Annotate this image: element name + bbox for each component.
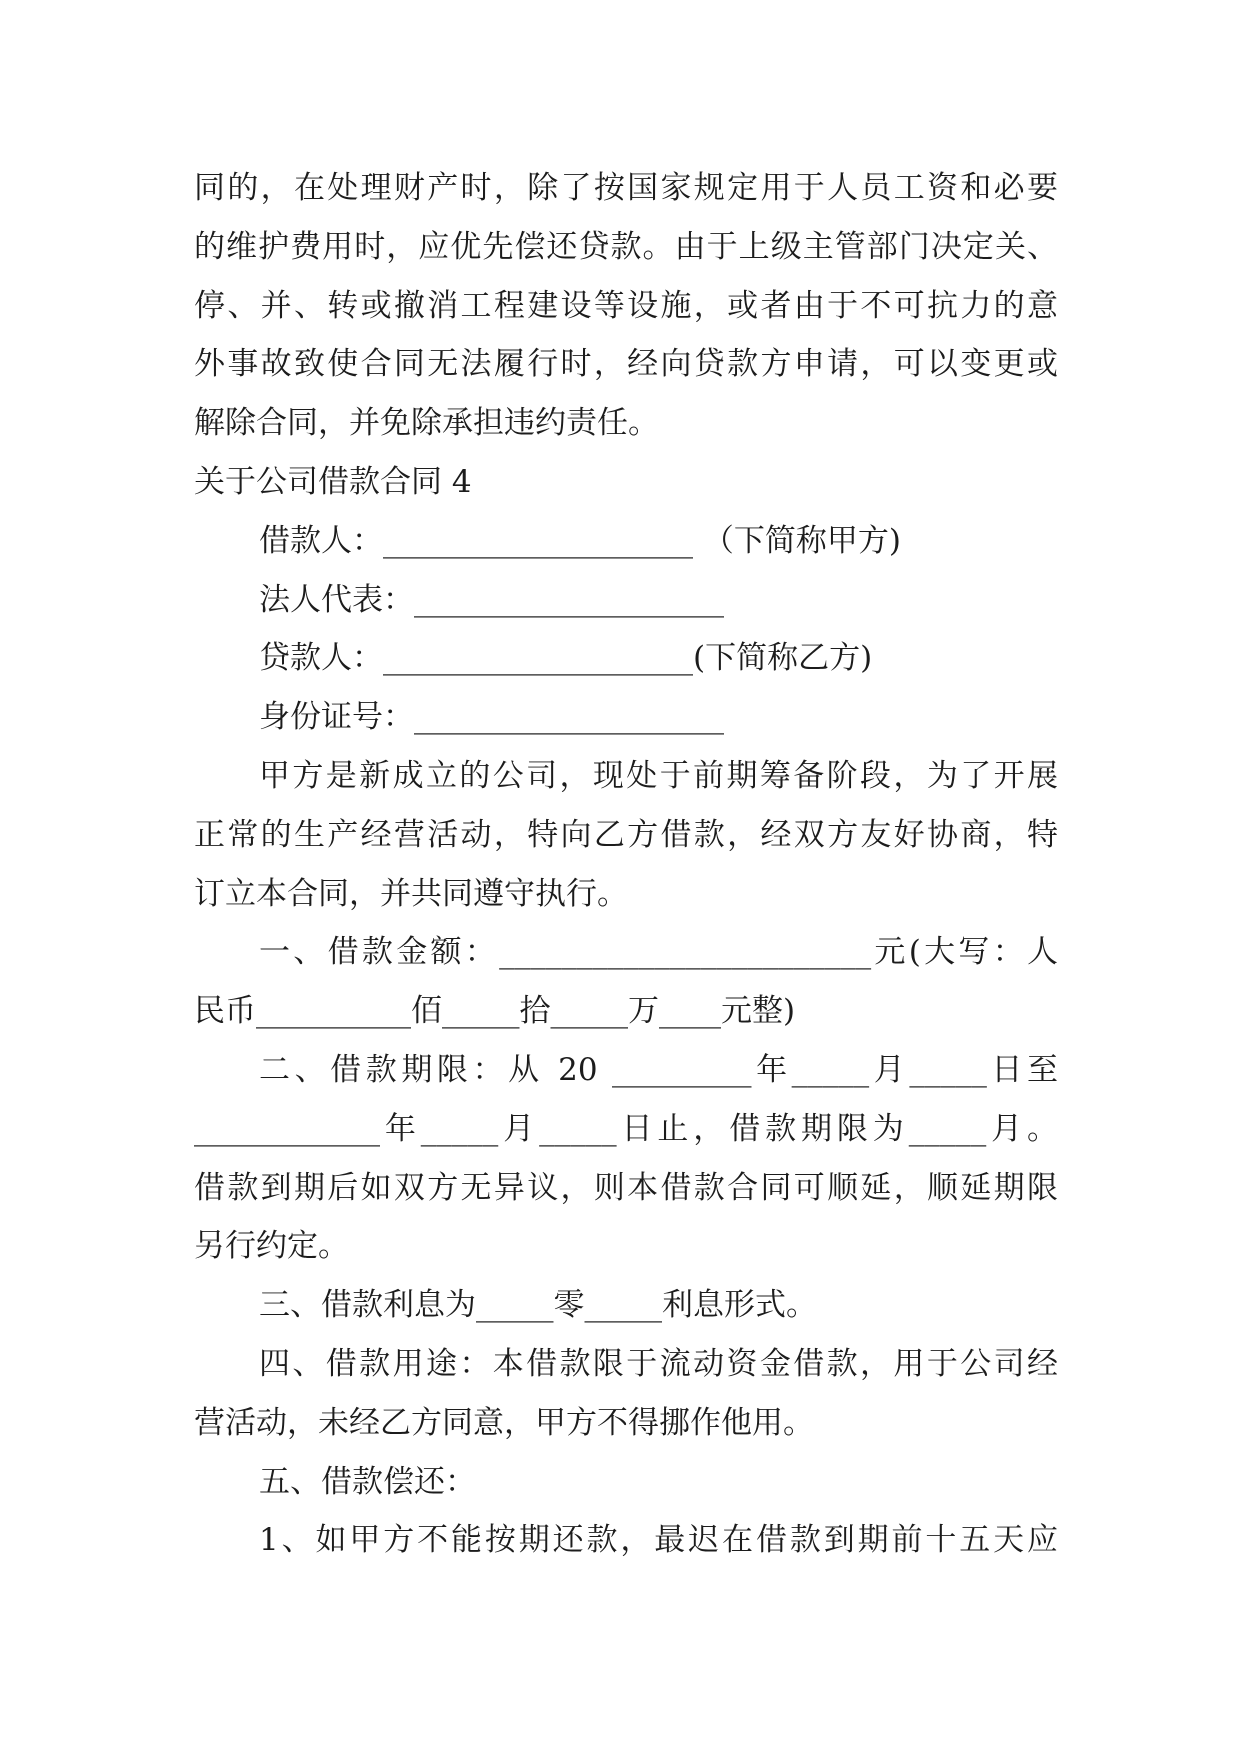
legal-representative-field: 法人代表：____________________ (259, 581, 724, 618)
article-2-loan-term-line: 借款到期后如双方无异议，则本借款合同可顺延，顺延期限 (194, 1169, 1058, 1206)
article-1-loan-amount-line: 民币__________佰_____拾_____万____元整) (194, 993, 796, 1030)
continued-clause-line: 解除合同，并免除承担违约责任。 (194, 405, 659, 442)
preamble-line: 订立本合同，并共同遵守执行。 (194, 875, 628, 912)
continued-clause-line: 停、并、转或撤消工程建设等设施，或者由于不可抗力的意 (194, 287, 1058, 324)
continued-clause-line: 的维护费用时，应优先偿还贷款。由于上级主管部门决定关、 (194, 228, 1058, 265)
article-3-interest-line: 三、借款利息为_____零_____利息形式。 (259, 1287, 817, 1324)
article-4-purpose-line: 营活动，未经乙方同意，甲方不得挪作他用。 (194, 1404, 814, 1441)
article-4-purpose-line: 四、借款用途：本借款限于流动资金借款，用于公司经 (259, 1345, 1058, 1382)
id-number-field: 身份证号：____________________ (259, 699, 724, 736)
article-5-item-1-line: 1、如甲方不能按期还款，最迟在借款到期前十五天应 (259, 1522, 1058, 1559)
preamble-line: 正常的生产经营活动，特向乙方借款，经双方友好协商，特 (194, 816, 1058, 853)
article-1-loan-amount-line: 一、借款金额：________________________元(大写：人 (259, 934, 1058, 971)
continued-clause-line: 同的，在处理财产时，除了按国家规定用于人员工资和必要 (194, 170, 1058, 206)
document-body (194, 159, 1058, 1570)
continued-clause-line: 外事故致使合同无法履行时，经向贷款方申请，可以变更或 (194, 346, 1058, 383)
article-5-repayment-heading: 五、借款偿还： (259, 1463, 476, 1500)
article-2-loan-term-line: 二、借款期限：从 20 _________年_____月_____日至 (259, 1051, 1058, 1088)
section-title: 关于公司借款合同 4 (194, 463, 472, 500)
lender-field: 贷款人：____________________(下简称乙方) (259, 640, 873, 677)
borrower-field: 借款人：____________________ （下简称甲方) (259, 522, 901, 559)
article-2-loan-term-line: ____________年_____月_____日止，借款期限为_____月。 (194, 1110, 1058, 1147)
preamble-line: 甲方是新成立的公司，现处于前期筹备阶段，为了开展 (259, 757, 1058, 794)
article-2-loan-term-line: 另行约定。 (194, 1228, 349, 1265)
